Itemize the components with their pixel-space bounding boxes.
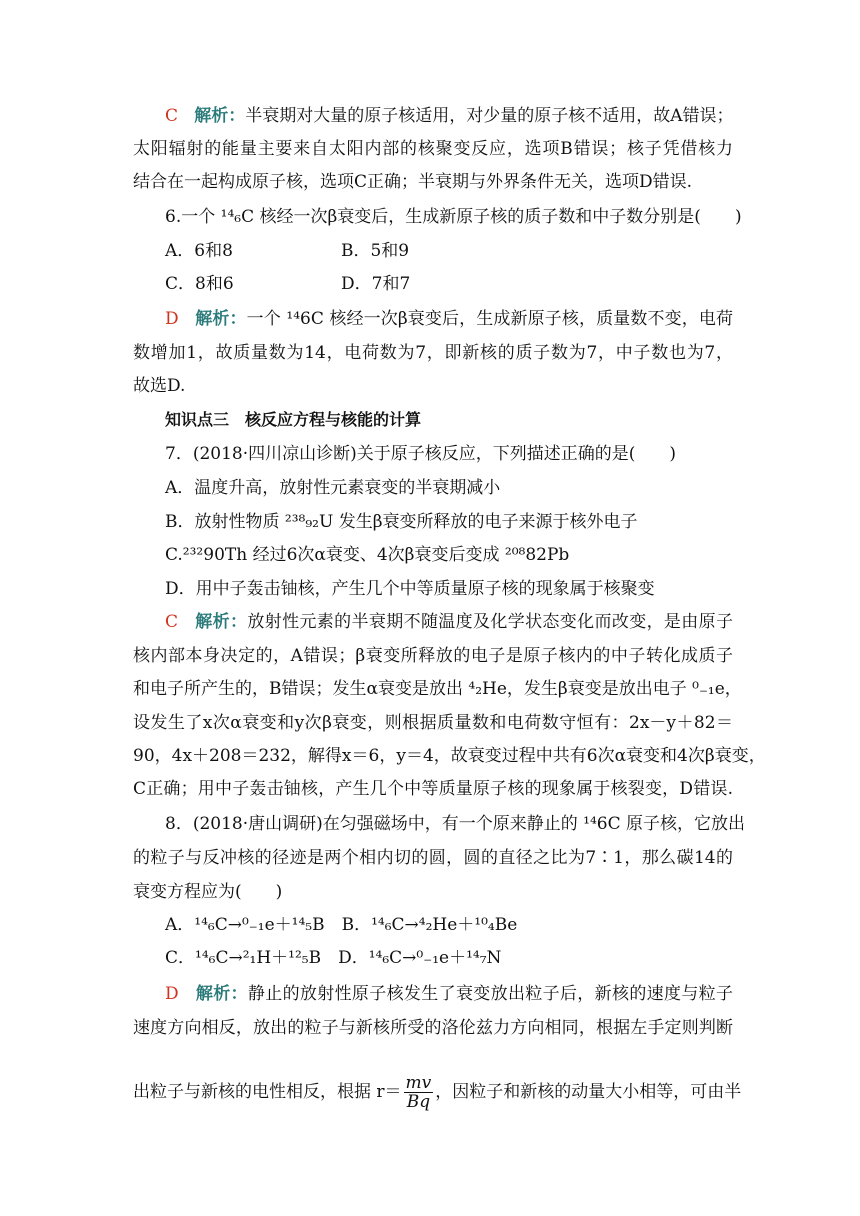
formula-line (133, 1072, 742, 1112)
answer-line (165, 982, 733, 1006)
option-a: A．6和8 (165, 241, 233, 261)
analysis-label: 解析： (195, 984, 248, 1004)
option-row (165, 272, 733, 296)
option-d: D．用中子轰击铀核，产生几个中等质量原子核的现象属于核聚变 (165, 579, 655, 599)
text-line: 设发生了x次α衰变和y次β衰变，则根据质量数和电荷数守恒有：2x－y＋82＝ (133, 713, 733, 733)
option-b: B．5和9 (341, 241, 410, 261)
answer-line (165, 104, 733, 128)
text: 一个 ¹⁴6C 核经一次β衰变后，生成新原子核，质量数不变，电荷 (246, 309, 734, 329)
options-row: C．¹⁴₆C→²₁H＋¹²₅B D．¹⁴₆C→⁰₋₁e＋¹⁴₇N (165, 948, 502, 968)
analysis-label: 解析： (195, 309, 247, 329)
options-row: A．¹⁴₆C→⁰₋₁e＋¹⁴₅B B．¹⁴₆C→⁴₂He＋¹⁰₄Be (165, 915, 518, 935)
text-line: 核内部本身决定的，A错误；β衰变所释放的电子是原子核内的中子转化成质子 (133, 646, 733, 666)
answer-letter: C (165, 612, 179, 632)
text-line: 速度方向相反，放出的粒子与新核所受的洛伦兹力方向相同，根据左手定则判断 (133, 1018, 733, 1038)
text-line: 和电子所产生的，B错误；发生α衰变是放出 ⁴₂He，发生β衰变是放出电子 ⁰₋₁e， (133, 679, 742, 699)
text-line: 的粒子与反冲核的径迹是两个相内切的圆，圆的直径之比为7∶1，那么碳14的 (133, 848, 733, 868)
answer-letter: C (165, 106, 179, 126)
text-line: 结合在一起构成原子核，选项C正确；半衰期与外界条件无关，选项D错误. (133, 172, 693, 192)
answer-letter: D (165, 309, 179, 329)
answer-letter: D (165, 984, 179, 1004)
analysis-label: 解析： (195, 612, 248, 632)
text: 半衰期对大量的原子核适用，对少量的原子核不适用，故A错误； (245, 106, 734, 126)
question-7: 7．(2018·四川凉山诊断)关于原子核反应，下列描述正确的是( ) (165, 444, 677, 464)
fraction (404, 1074, 434, 1111)
option-c: C.²³²90Th 经过6次α衰变、4次β衰变后变成 ²⁰⁸82Pb (165, 545, 570, 565)
section-heading: 知识点三 核反应方程与核能的计算 (165, 410, 422, 429)
option-a: A．温度升高，放射性元素衰变的半衰期减小 (165, 478, 501, 498)
text-line: C正确；用中子轰击铀核，产生几个中等质量原子核的现象属于核裂变，D错误. (133, 779, 733, 799)
question-6: 6.一个 ¹⁴₆C 核经一次β衰变后，生成新原子核的质子数和中子数分别是( ) (165, 207, 742, 227)
analysis-label: 解析： (194, 106, 246, 126)
text: 放射性元素的半衰期不随温度及化学状态变化而改变，是由原子 (247, 612, 734, 632)
text: ，因粒子和新核的动量大小相等，可由半 (435, 1082, 742, 1102)
fraction-denominator: Bq (406, 1092, 431, 1112)
question-8: 8．(2018·唐山调研)在匀强磁场中，有一个原来静止的 ¹⁴6C 原子核，它放出 (165, 814, 746, 834)
text-line: 太阳辐射的能量主要来自太阳内部的核聚变反应，选项B错误；核子凭借核力 (133, 139, 733, 159)
text-line: 衰变方程应为( ) (133, 882, 283, 902)
option-c: C．8和6 (165, 274, 234, 294)
text: 出粒子与新核的电性相反，根据 r＝ (133, 1082, 402, 1102)
answer-line (165, 307, 733, 331)
answer-line (165, 610, 733, 634)
text: 静止的放射性原子核发生了衰变放出粒子后，新核的速度与粒子 (247, 984, 734, 1004)
text-line: 数增加1，故质量数为14，电荷数为7，即新核的质子数为7，中子数也为7， (133, 343, 733, 363)
text-line: 90，4x＋208＝232，解得x＝6，y＝4，故衰变过程中共有6次α衰变和4次β衰变， (133, 746, 766, 766)
option-row (165, 239, 733, 263)
option-b: B．放射性物质 ²³⁸₉₂U 发生β衰变所释放的电子来源于核外电子 (165, 512, 638, 532)
fraction-numerator: mv (405, 1073, 432, 1093)
option-d: D．7和7 (341, 274, 411, 294)
text-line: 故选D. (133, 376, 186, 396)
